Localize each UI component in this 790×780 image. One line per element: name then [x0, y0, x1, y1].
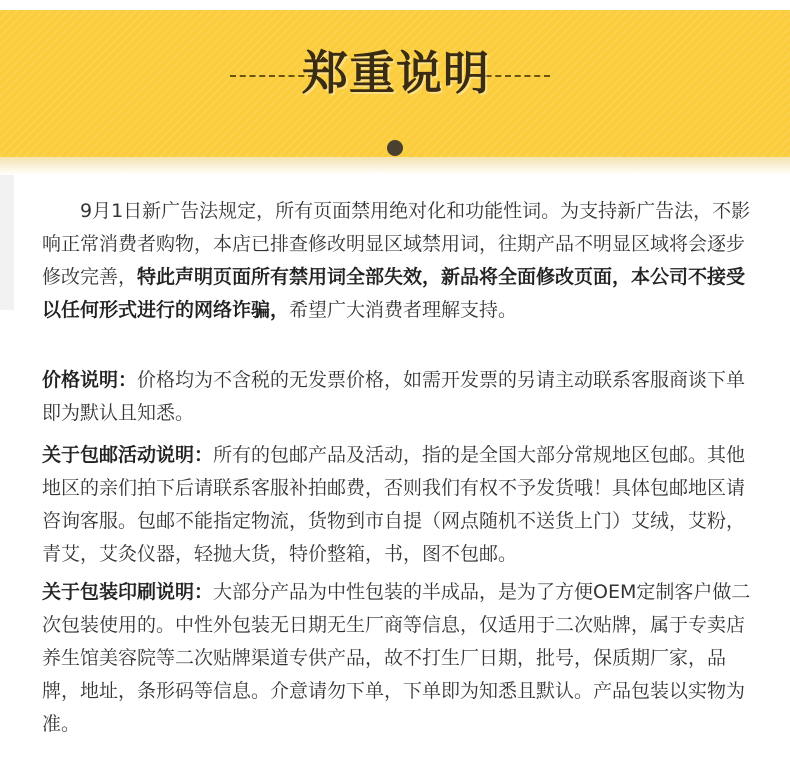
page-title: 郑重说明: [302, 46, 490, 100]
intro-text: 9月1日新广告法规定，所有页面禁用绝对化和功能性词。为支持新广告法，不影响正常消费者购物，本店已排查修改明显区域禁用词，往期产品不明显区域将会逐步修改完善，: [42, 200, 751, 288]
packaging-note: [42, 576, 754, 741]
packaging-note-text: 大部分产品为中性包装的半成品，是为了方便OEM定制客户做二次包装使用的。中性外包装无日期无生厂商等信息，仅适用于二次贴牌，属于专卖店养生馆美容院等二次贴牌渠道专供产品，故不打生厂日期，批号，保质期厂家，品牌，地址，条形码等信息。介意请勿下单，下单即为知悉且默认。产品包装以实物为准。: [42, 581, 751, 735]
shipping-note-text: 所有的包邮产品及活动，指的是全国大部分常规地区包邮。其他地区的亲们拍下后请联系客服补拍邮费，否则我们有权不予发货哦！具体包邮地区请咨询客服。包邮不能指定物流，货物到市自提（网点随机不送货上门）艾绒，艾粉，青艾，艾灸仪器，轻抛大货，特价整箱，书，图不包邮。: [42, 444, 746, 565]
shipping-note-label: 关于包邮活动说明：: [42, 444, 214, 466]
header-dot: [387, 140, 403, 156]
intro-tail-text: 希望广大消费者理解支持。: [289, 299, 518, 321]
banner-shadow: [0, 157, 790, 175]
price-note-label: 价格说明：: [42, 369, 138, 391]
price-note-text: 价格均为不含税的无发票价格，如需开发票的另请主动联系客服商谈下单即为默认且知悉。: [42, 369, 746, 424]
shipping-note: [42, 439, 754, 571]
price-note: [42, 364, 754, 430]
side-strip: [0, 175, 14, 310]
intro-bold-text: 特此声明页面所有禁用词全部失效，新品将全面修改页面，本公司不接受以任何形式进行的网络诈骗，: [42, 266, 746, 321]
intro-paragraph: [42, 195, 754, 327]
packaging-note-label: 关于包装印刷说明：: [42, 581, 214, 603]
